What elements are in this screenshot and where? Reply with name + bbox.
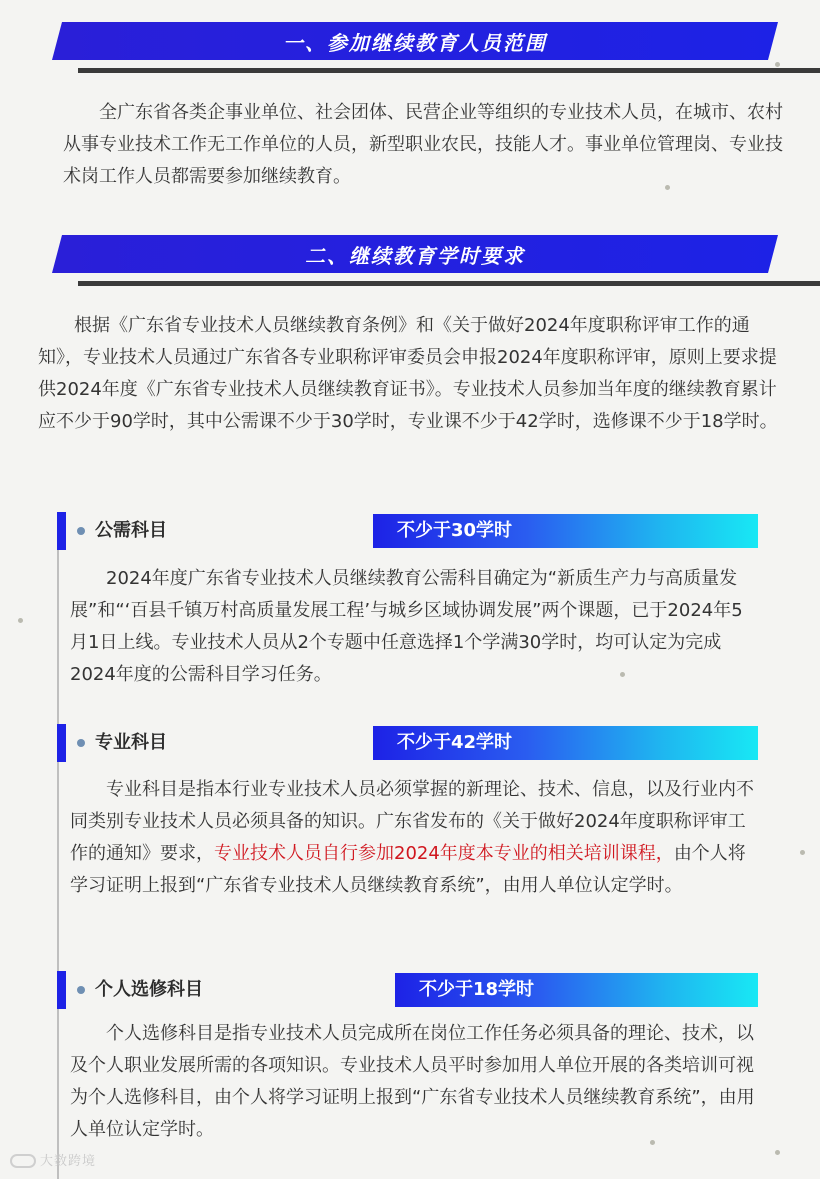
bullet-dot-icon [77, 739, 85, 747]
section-2-body: 根据《广东省专业技术人员继续教育条例》和《关于做好2024年度职称评审工作的通知》，专业技术人员通过广东省各专业职称评审委员会申报2024年度职称评审，原则上要求提供2024年度《广东省专业技术人员继续教育证书》。专业技术人员参加当年度的继续教育累计应不少于90学时，其中公需课不少于30学时，专业课不少于42学时，选修课不少于18学时。 [38, 315, 778, 432]
background-speck [775, 1150, 780, 1155]
section-1-title: 一、参加继续教育人员范围 [283, 30, 547, 55]
body-text: 专业科目是指本行业专业技术人员必须掌握的新理论、技术、信息，以及行业内不同类别专业技术人员必须具备的知识。广东省发布的《关于做好2024年度职称评审工作的通知》要求， [70, 779, 754, 864]
elective-subject-label: 个人选修科目 [95, 979, 203, 1000]
professional-subject-label: 专业科目 [95, 732, 167, 753]
watermark-logo-icon [10, 1154, 36, 1168]
header-accent-bar [57, 971, 66, 1009]
body-text: 由个人将学习证明上报到“广东省专业技术人员继续教育系统”，由用人单位认定学时。 [70, 843, 746, 896]
bullet-dot-icon [77, 527, 85, 535]
section-1-banner [52, 22, 778, 60]
watermark [10, 1152, 96, 1172]
section-2-title: 二、继续教育学时要求 [305, 243, 525, 268]
public-hours-badge: 不少于30学时 [373, 514, 758, 548]
banner-underline [78, 68, 820, 73]
public-subject-body: 2024年度广东省专业技术人员继续教育公需科目确定为“新质生产力与高质量发展”和“‘百县千镇万村高质量发展工程’与城乡区域协调发展”两个课题，已于2024年5月1日上线。专业技术人员从2个专题中任意选择1个学满30学时，均可认定为完成2024年度的公需科目学习任务。 [70, 568, 743, 685]
section-1-body: 全广东省各类企事业单位、社会团体、民营企业等组织的专业技术人员，在城市、农村从事专业技术工作无工作单位的人员，新型职业农民，技能人才。事业单位管理岗、专业技术岗工作人员都需要参加继续教育。 [63, 102, 783, 187]
elective-subject-body: 个人选修科目是指专业技术人员完成所在岗位工作任务必须具备的理论、技术，以及个人职业发展所需的各项知识。专业技术人员平时参加用人单位开展的各类培训可视为个人选修科目，由个人将学习证明上报到“广东省专业技术人员继续教育系统”，由用人单位认定学时。 [70, 1023, 755, 1140]
highlighted-text: 专业技术人员自行参加2024年度本专业的相关培训课程， [214, 843, 674, 864]
professional-subject-body [70, 774, 760, 902]
watermark-text: 大数跨境 [40, 1154, 97, 1169]
header-accent-bar [57, 512, 66, 550]
section-2-banner [52, 235, 778, 273]
elective-hours-badge: 不少于18学时 [395, 973, 758, 1007]
background-speck [800, 850, 805, 855]
background-speck [775, 62, 780, 67]
banner-underline [78, 281, 820, 286]
bullet-dot-icon [77, 986, 85, 994]
professional-hours-badge: 不少于42学时 [373, 726, 758, 760]
public-subject-label: 公需科目 [95, 520, 167, 541]
header-accent-bar [57, 724, 66, 762]
background-speck [18, 618, 23, 623]
subsection-guide-line [57, 512, 59, 1179]
